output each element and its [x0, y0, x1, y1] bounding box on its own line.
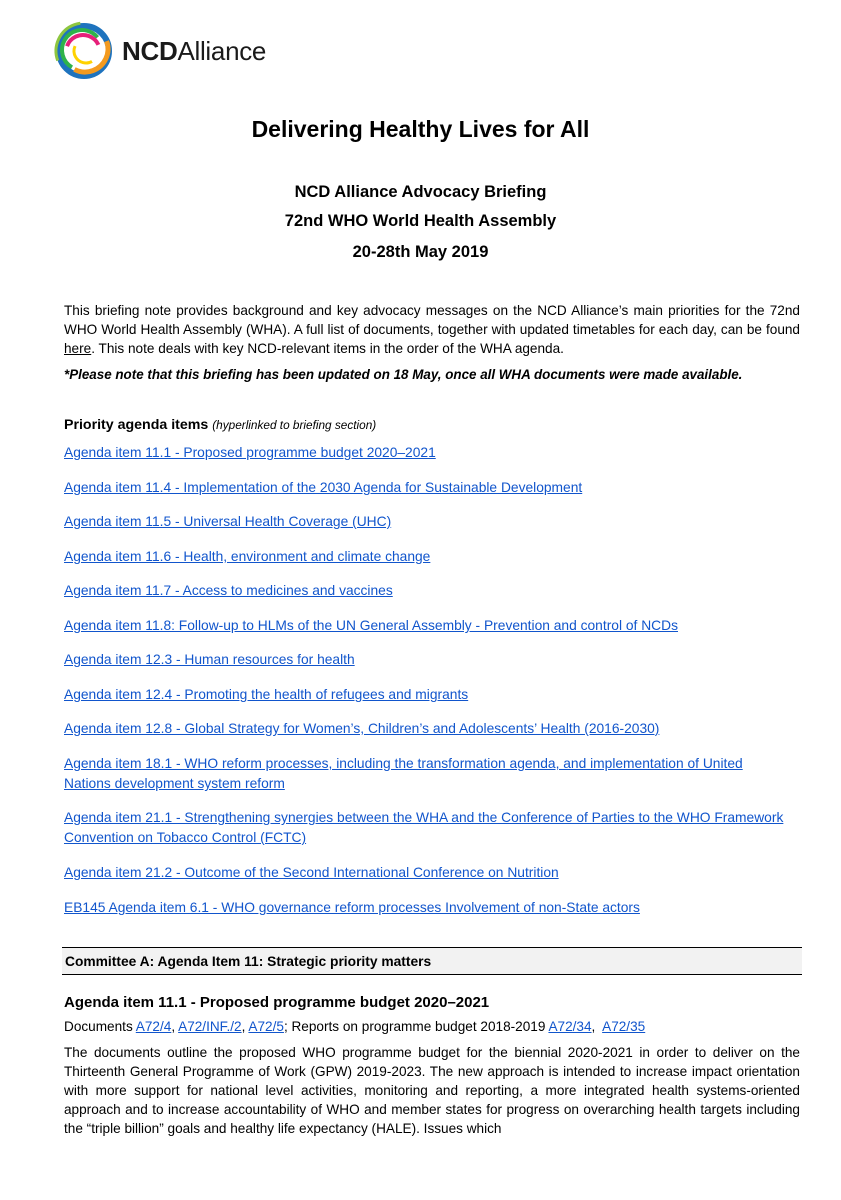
- doc-sep: ,: [171, 1019, 179, 1034]
- documents-line: [64, 1019, 645, 1034]
- priority-heading-note: (hyperlinked to briefing section): [212, 418, 377, 432]
- agenda-link-11-4[interactable]: Agenda item 11.4 - Implementation of the 2030 Agenda for Sustainable Development: [64, 480, 583, 495]
- priority-heading: [64, 417, 376, 433]
- agenda-link-12-3[interactable]: Agenda item 12.3 - Human resources for health: [64, 652, 355, 667]
- doc-link-a72-35[interactable]: A72/35: [602, 1019, 646, 1034]
- doc-link-a72-34[interactable]: A72/34: [548, 1019, 592, 1034]
- logo-brand-bold: NCD: [122, 36, 178, 66]
- section-heading: Agenda item 11.1 - Proposed programme budget 2020–2021: [64, 994, 490, 1011]
- doc-link-a72-inf-2[interactable]: A72/INF./2: [178, 1019, 242, 1034]
- intro-text-start: This briefing note provides background and key advocacy messages on the NCD Alliance’s main priorities for the 72nd WHO World Health Assembly (WHA). A full list of documents, together with updated timetables for each day, can be found: [64, 303, 800, 337]
- section-body-text: The documents outline the proposed WHO programme budget for the biennial 2020-2021 in order to deliver on the Thirteenth General Programme of Work (GPW) 2019-2023. The new approach is intended to increase impact orientation with more support for national level activities, monitoring and reporting, a more integrated health systems-oriented approach and to increase accountability of WHO and member states for progress on overarching health targets including the “triple billion” goals and healthy life expectancy (HALE). Issues which: [64, 1045, 800, 1136]
- agenda-link-11-6[interactable]: Agenda item 11.6 - Health, environment and climate change: [64, 549, 431, 564]
- agenda-link-11-8[interactable]: Agenda item 11.8: Follow-up to HLMs of the UN General Assembly - Prevention and control of NCDs: [64, 618, 678, 633]
- doc-mid-text: ; Reports on programme budget 2018-2019: [283, 1019, 549, 1034]
- logo-brand-rest: Alliance: [177, 36, 267, 66]
- update-note: *Please note that this briefing has been updated on 18 May, once all WHA documents were made available.: [64, 367, 743, 382]
- agenda-link-11-1[interactable]: Agenda item 11.1 - Proposed programme budget 2020–2021: [64, 445, 436, 460]
- doc-sep: ,: [591, 1019, 603, 1034]
- agenda-link-21-1[interactable]: Agenda item 21.1 - Strengthening synergies between the WHA and the Conference of Parties to the WHO Framework Convention on Tobacco Control (FCTC): [64, 810, 784, 845]
- committee-header: Committee A: Agenda Item 11: Strategic priority matters: [62, 947, 802, 975]
- doc-sep: ,: [241, 1019, 249, 1034]
- intro-paragraph: [64, 301, 800, 358]
- documents-label: Documents: [64, 1019, 136, 1034]
- priority-heading-text: Priority agenda items: [64, 417, 209, 433]
- agenda-link-11-7[interactable]: Agenda item 11.7 - Access to medicines and vaccines: [64, 583, 393, 598]
- doc-link-a72-4[interactable]: A72/4: [135, 1019, 172, 1034]
- agenda-link-eb145-6-1[interactable]: EB145 Agenda item 6.1 - WHO governance reform processes Involvement of non-State actors: [64, 900, 640, 915]
- subtitle-line-3: 20-28th May 2019: [352, 243, 489, 261]
- agenda-link-11-5[interactable]: Agenda item 11.5 - Universal Health Coverage (UHC): [64, 514, 392, 529]
- ncd-alliance-logo-icon: [52, 18, 116, 82]
- intro-here-link[interactable]: here: [64, 341, 92, 356]
- agenda-link-21-2[interactable]: Agenda item 21.2 - Outcome of the Second International Conference on Nutrition: [64, 865, 559, 880]
- agenda-link-18-1[interactable]: Agenda item 18.1 - WHO reform processes, including the transformation agenda, and implementation of United Nations development system reform: [64, 756, 743, 791]
- subtitle-line-1: NCD Alliance Advocacy Briefing: [294, 183, 547, 201]
- document-title: Delivering Healthy Lives for All: [251, 116, 590, 142]
- subtitle-line-2: 72nd WHO World Health Assembly: [284, 212, 557, 230]
- ncd-alliance-logo: [52, 18, 292, 82]
- logo-wordmark: [122, 36, 266, 67]
- agenda-link-12-4[interactable]: Agenda item 12.4 - Promoting the health of refugees and migrants: [64, 687, 469, 702]
- agenda-link-12-8[interactable]: Agenda item 12.8 - Global Strategy for Women’s, Children’s and Adolescents’ Health (2016-2030): [64, 721, 660, 736]
- intro-text-end: . This note deals with key NCD-relevant items in the order of the WHA agenda.: [91, 341, 564, 356]
- doc-link-a72-5[interactable]: A72/5: [248, 1019, 284, 1034]
